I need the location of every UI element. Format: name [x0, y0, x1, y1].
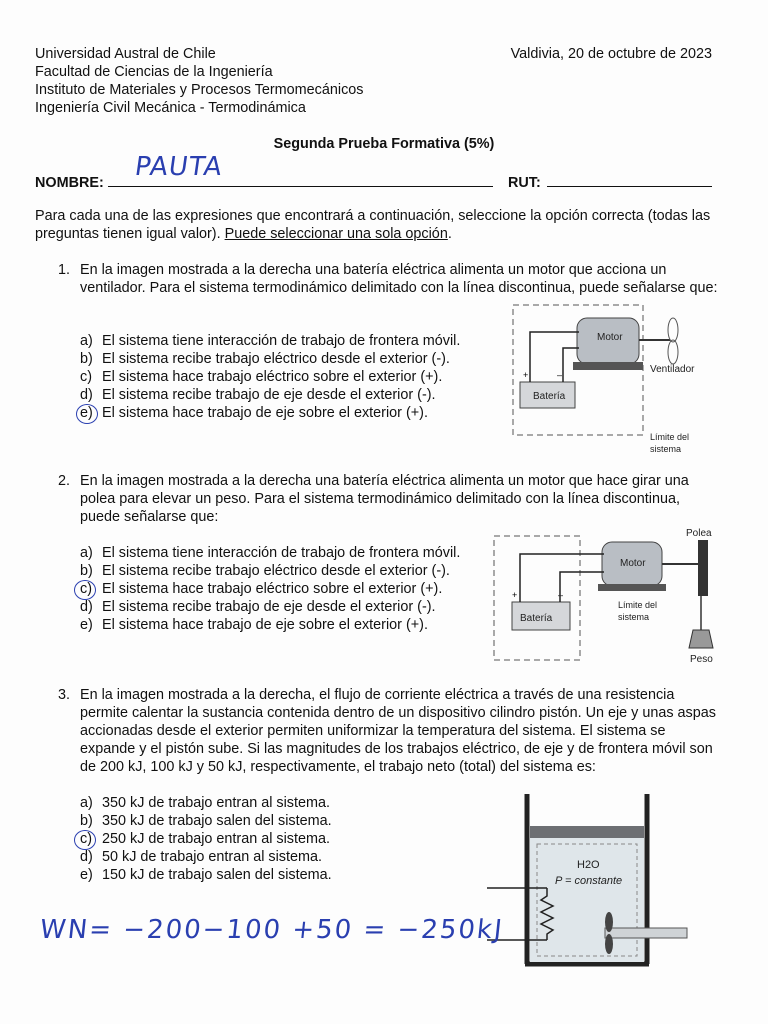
question-3-text [58, 686, 718, 776]
institution-line: Facultad de Ciencias de la Ingeniería [35, 64, 273, 80]
place-date: Valdivia, 20 de octubre de 2023 [510, 46, 712, 62]
question-number: 1. [58, 262, 71, 278]
nombre-label: NOMBRE: [35, 175, 104, 191]
rut-underline [547, 172, 712, 187]
instructions-text: Para cada una de las expresiones que encontrará a continuación, seleccione la opción correcta (todas las preguntas tienen igual valor). [35, 208, 711, 242]
question-body: En la imagen mostrada a la derecha, el flujo de corriente eléctrica a través de una resistencia permite calentar la sustancia contenida dentro de un dispositivo cilindro pistón. Un eje y unas aspas accionadas desde el exterior permiten uniformizar la temperatura del sistema. El sistema se expande y el pistón sube. Si las magnitudes de los trabajos eléctrico, de eje y de frontera móvil son de 200 kJ, 100 kJ y 50 kJ, respectivamente, el trabajo neto (total) del sistema es: [80, 687, 716, 775]
pulley-label: Polea [686, 528, 712, 539]
question-body: En la imagen mostrada a la derecha una batería eléctrica alimenta un motor que acciona un ventilador. Para el sistema termodinámico delimitado con la línea discontinua, puede señalarse que: [80, 262, 718, 296]
minus-sign: – [558, 590, 564, 600]
weight [689, 630, 713, 648]
pressure-label: P = constante [555, 875, 623, 887]
limit-label: Límite del [618, 600, 658, 610]
limit-label: sistema [650, 444, 682, 454]
option-d[interactable]: d) 50 kJ de trabajo entran al sistema. [80, 849, 322, 865]
motor-label: Motor [620, 558, 646, 569]
option-c[interactable]: c) El sistema hace trabajo eléctrico sobre el exterior (+). [80, 369, 443, 385]
question-3-options [80, 794, 332, 884]
weight-label: Peso [690, 654, 713, 665]
institution-block [35, 45, 363, 117]
institution-line: Universidad Austral de Chile [35, 46, 216, 62]
substance [530, 838, 644, 962]
rut-label: RUT: [508, 175, 541, 191]
option-b[interactable]: b) 350 kJ de trabajo salen del sistema. [80, 813, 332, 829]
handwritten-calculation: WN= −200−100 +50 = −250kJ [38, 915, 506, 945]
motor-base [573, 362, 643, 370]
instructions-underlined: Puede seleccionar una sola opción [224, 226, 448, 242]
selected-answer-circle [74, 580, 96, 600]
nombre-handwritten-value: PAUTA [132, 152, 225, 182]
motor-base [598, 584, 666, 591]
motor-label: Motor [597, 332, 623, 343]
plus-sign: + [523, 370, 529, 380]
option-c[interactable]: c) 250 kJ de trabajo entran al sistema. [80, 831, 330, 847]
limit-label: Límite del [650, 432, 690, 442]
paddle-blade [605, 934, 613, 954]
figure-battery-motor-pulley [490, 522, 730, 670]
paddle-shaft [605, 928, 687, 938]
piston [530, 826, 644, 838]
option-b[interactable]: b) El sistema recibe trabajo eléctrico desde el exterior (-). [80, 563, 450, 579]
question-number: 2. [58, 473, 71, 489]
wire [560, 572, 604, 602]
pulley [698, 540, 708, 596]
paddle-blade [605, 912, 613, 932]
option-a[interactable]: a) El sistema tiene interacción de trabajo de frontera móvil. [80, 545, 461, 561]
nombre-field [35, 172, 493, 192]
fan-label: Ventilador [650, 364, 695, 375]
fan-blade [668, 340, 678, 364]
question-2-text [58, 472, 718, 526]
question-body: En la imagen mostrada a la derecha una batería eléctrica alimenta un motor que hace girar una polea para elevar un peso. Para el sistema termodinámico delimitado con la línea discontinua, puede señalarse que: [80, 473, 689, 525]
option-e[interactable]: e) El sistema hace trabajo de eje sobre el exterior (+). [80, 617, 428, 633]
selected-answer-circle [76, 404, 98, 424]
plus-sign: + [512, 590, 518, 600]
option-a[interactable]: a) El sistema tiene interacción de trabajo de frontera móvil. [80, 333, 461, 349]
option-b[interactable]: b) El sistema recibe trabajo eléctrico desde el exterior (-). [80, 351, 450, 367]
battery-label: Batería [533, 391, 566, 402]
question-1-text [58, 261, 718, 297]
limit-label: sistema [618, 612, 650, 622]
fan-blade [668, 318, 678, 342]
option-e[interactable]: e) 150 kJ de trabajo salen del sistema. [80, 867, 332, 883]
wire [530, 332, 579, 382]
question-2-options [80, 544, 460, 634]
option-e[interactable]: e) El sistema hace trabajo de eje sobre el exterior (+). [80, 405, 428, 421]
question-number: 3. [58, 687, 71, 703]
minus-sign: – [557, 370, 563, 380]
institution-line: Ingeniería Civil Mecánica - Termodinámica [35, 100, 306, 116]
option-d[interactable]: d) El sistema recibe trabajo de eje desde el exterior (-). [80, 387, 436, 403]
page-title: Segunda Prueba Formativa (5%) [273, 136, 495, 152]
institution-line: Instituto de Materiales y Procesos Termomecánicos [35, 82, 364, 98]
option-d[interactable]: d) El sistema recibe trabajo de eje desde el exterior (-). [80, 599, 436, 615]
option-a[interactable]: a) 350 kJ de trabajo entran al sistema. [80, 795, 330, 811]
figure-battery-motor-fan [505, 300, 715, 460]
question-1-options [80, 332, 460, 422]
battery-label: Batería [520, 613, 553, 624]
selected-answer-circle [74, 830, 96, 850]
figure-piston-cylinder [485, 792, 695, 970]
substance-label: H2O [577, 859, 600, 871]
instructions: Para cada una de las expresiones que encontrará a continuación, seleccione la opción correcta (todas las preguntas tienen igual valor). Puede seleccionar una sola opción. [35, 208, 711, 242]
rut-field [508, 172, 712, 192]
option-c[interactable]: c) El sistema hace trabajo eléctrico sobre el exterior (+). [80, 581, 443, 597]
